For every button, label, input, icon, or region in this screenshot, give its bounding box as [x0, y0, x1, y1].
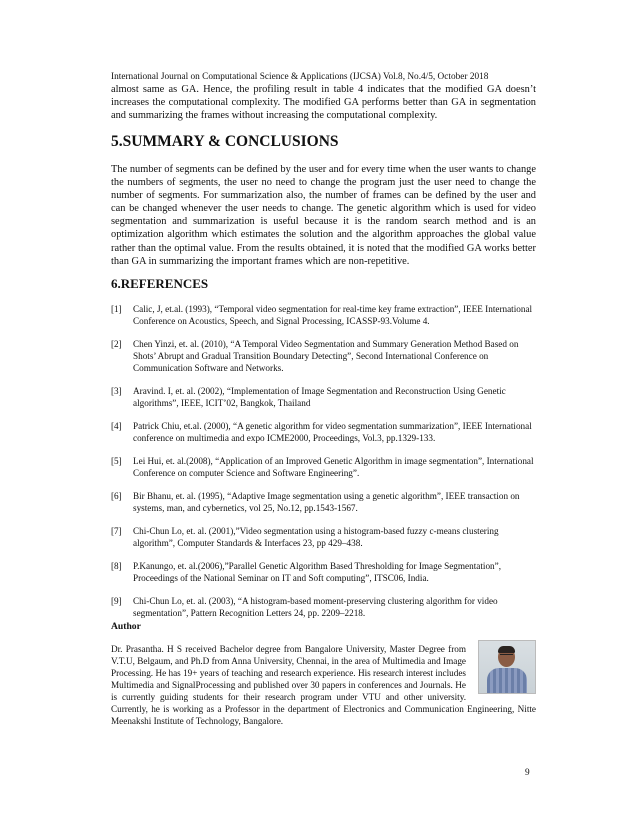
reference-item	[111, 490, 536, 514]
reference-text: Chi-Chun Lo, et. al. (2001),”Video segmentation using a histogram-based fuzzy c-means clustering algorithm”, Computer Standards & Interfaces 23, pp 429–438.	[133, 526, 499, 548]
reference-number: [8]	[111, 561, 122, 571]
author-heading: Author	[111, 621, 141, 632]
reference-number: [6]	[111, 491, 122, 501]
reference-text: P.Kanungo, et. al.(2006),”Parallel Genetic Algorithm Based Thresholding for Image Segmentation”, Proceedings of the National Seminar on IT and Soft computing”, ITSC06, India.	[133, 561, 502, 583]
reference-item	[111, 560, 536, 584]
reference-item	[111, 595, 536, 619]
intro-paragraph: almost same as GA. Hence, the profiling result in table 4 indicates that the modified GA doesn’t increases the computational complexity. The modified GA performs better than GA in segmentation and summarizing the frames without increasing the computational complexity.	[111, 84, 536, 122]
author-bio: Dr. Prasantha. H S received Bachelor degree from Bangalore University, Master Degree from V.T.U, Belgaum, and Ph.D from Anna University, Chennai, in the area of Multimedia and Image Processing. He has 19+ years of teaching and research experience. His research interest includes Multimedia and SignalProcessing and published over 30 papers in conferences and Journals. He is currently guiding students for their research program under VTU and other university. Currently, he is working as a Professor in the department of Electronics and Communication Engineering, Nitte Meenakshi Institute of Technology, Bangalore.	[111, 644, 536, 726]
author-section	[111, 643, 536, 727]
reference-text: Chen Yinzi, et. al. (2010), “A Temporal Video Segmentation and Summary Generation Method Based on Shots’ Abrupt and Gradual Transition Boundary Detecting”, Second International Conference on Communication Software and Networks.	[133, 339, 519, 373]
reference-item	[111, 338, 536, 374]
page-number: 9	[525, 768, 530, 778]
reference-text: Bir Bhanu, et. al. (1995), “Adaptive Image segmentation using a genetic algorithm”, IEEE transaction on systems, man, and cybernetics, vol 25, No.12, pp.1543-1567.	[133, 491, 520, 513]
reference-number: [9]	[111, 596, 122, 606]
reference-item	[111, 420, 536, 444]
author-photo	[478, 640, 536, 694]
reference-text: Calic, J, et.al. (1993), “Temporal video segmentation for real-time key frame extraction”, IEEE International Conference on Acoustics, Speech, and Signal Processing, ICASSP-93.Volume 4.	[133, 304, 533, 326]
author-photo-shirt	[487, 668, 527, 694]
author-photo-hair	[498, 646, 515, 653]
journal-header: International Journal on Computational Science & Applications (IJCSA) Vol.8, No.4/5, October 2018	[111, 72, 489, 82]
references-list	[111, 303, 536, 630]
reference-text: Chi-Chun Lo, et. al. (2003), “A histogram-based moment-preserving clustering algorithm for video segmentation”, Pattern Recognition Letters 24, pp. 2209–2218.	[133, 596, 498, 618]
reference-item	[111, 385, 536, 409]
reference-item	[111, 455, 536, 479]
author-photo-glasses	[500, 654, 513, 658]
reference-number: [2]	[111, 339, 122, 349]
summary-paragraph: The number of segments can be defined by the user and for every time when the user wants to change the numbers of segments, the user no need to change the program just the user need to change the number of segments. For summarization also, the number of frames can be defined by the user and can be changed whenever the user needs to change. The genetic algorithm which is used for video segmentation and summarization is useful because it is the random search method and is an optimization algorithm which estimates the solution and the algorithm approaches the global value rather than the optimal value. From the results obtained, it is noted that the modified GA works better than GA in summarizing the important frames which are non-repetitive.	[111, 164, 536, 267]
reference-number: [7]	[111, 526, 122, 536]
reference-text: Aravind. I, et. al. (2002), “Implementation of Image Segmentation and Reconstruction Using Genetic algorithms”, IEEE, ICIT’02, Bangkok, Thailand	[133, 386, 506, 408]
reference-text: Patrick Chiu, et.al. (2000), “A genetic algorithm for video segmentation summarization”, IEEE International conference on multimedia and expo ICME2000, Proceedings, Vol.3, pp.1329-133.	[133, 421, 532, 443]
reference-number: [3]	[111, 386, 122, 396]
reference-number: [4]	[111, 421, 122, 431]
reference-number: [5]	[111, 456, 122, 466]
summary-heading: 5.SUMMARY & CONCLUSIONS	[111, 133, 339, 150]
reference-text: Lei Hui, et. al.(2008), “Application of an Improved Genetic Algorithm in image segmentation”, International Conference on computer Science and Software Engineering”.	[133, 456, 534, 478]
references-heading: 6.REFERENCES	[111, 276, 209, 291]
reference-item	[111, 303, 536, 327]
reference-item	[111, 525, 536, 549]
reference-number: [1]	[111, 304, 122, 314]
